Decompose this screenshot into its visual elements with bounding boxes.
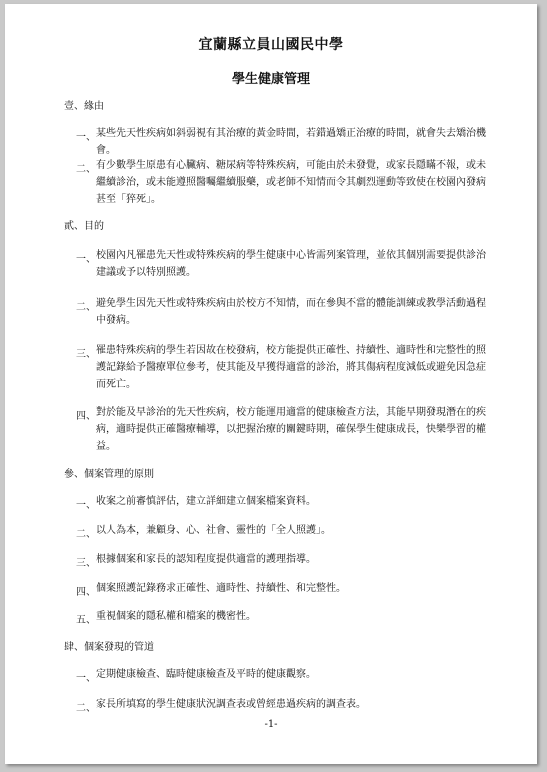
item-text: 某些先天性疾病如斜弱視有其治療的黃金時間，若錯過矯正治療的時間，就會失去矯治機會。 [96, 128, 486, 156]
section-heading-4: 肆、個案發現的管道 [64, 642, 154, 653]
item-text: 重視個案的隱私權和檔案的機密性。 [96, 611, 256, 622]
document-title: 宜蘭縣立員山國民中學 [198, 37, 344, 53]
item-text: 根據個案和家長的認知程度提供適當的護理指導。 [96, 554, 316, 565]
item-text: 定期健康檢查、臨時健康檢查及平時的健康觀察。 [96, 669, 316, 680]
item-number: 二、 [76, 529, 96, 540]
document-subtitle: 學生健康管理 [231, 72, 310, 87]
section-heading-2: 貳、目的 [64, 221, 104, 232]
item-number: 四、 [76, 411, 96, 422]
item-number: 二、 [76, 302, 96, 313]
item-number: 四、 [76, 587, 96, 598]
document-page [5, 4, 537, 764]
item-text: 有少數學生原患有心臟病、糖尿病等特殊疾病，可能由於未發覺，或家長隱瞞不報，或未繼續診治，或未能遵照醫囑繼續服藥，或老師不知情而令其劇烈運動等致使在校園內發病甚至「猝死」。 [96, 160, 486, 205]
item-number: 一、 [76, 673, 96, 684]
item-text: 收案之前審慎評估，建立詳細建立個案檔案資料。 [96, 496, 316, 507]
item-number: 一、 [76, 254, 96, 265]
page-number: -1- [264, 719, 278, 730]
item-number: 一、 [76, 500, 96, 511]
item-text: 以人為本，兼顧身、心、社會、靈性的「全人照護」。 [96, 525, 331, 536]
item-number: 三、 [76, 558, 96, 569]
item-number: 二、 [76, 703, 96, 714]
item-number: 三、 [76, 349, 96, 360]
item-text: 校園內凡罹患先天性或特殊疾病的學生健康中心皆需列案管理，並依其個別需要提供診治建議或予以特別照護。 [96, 250, 486, 278]
item-number: 二、 [76, 164, 96, 175]
item-text: 家長所填寫的學生健康狀況調查表或曾經患過疾病的調查表。 [96, 699, 366, 710]
item-text: 個案照護記錄務求正確性、適時性、持續性、和完整性。 [96, 583, 346, 594]
item-text: 避免學生因先天性或特殊疾病由於校方不知情，而在參與不當的體能訓練或教學活動過程中發病。 [96, 298, 486, 326]
item-text: 罹患特殊疾病的學生若因故在校發病，校方能提供正確性、持續性、適時性和完整性的照護記錄給予醫療單位參考，使其能及早獲得適當的診治，將其傷病程度減低或避免因急症而死亡。 [96, 345, 486, 390]
item-number: 五、 [76, 615, 96, 626]
item-text: 對於能及早診治的先天性疾病，校方能運用適當的健康檢查方法，其能早期發現潛在的疾病，適時提供正確醫療輔導，以把握治療的關鍵時期，確保學生健康成長，快樂學習的權益。 [96, 407, 486, 452]
section-heading-1: 壹、緣由 [64, 101, 104, 112]
section-heading-3: 參、個案管理的原則 [64, 469, 154, 480]
item-number: 一、 [76, 132, 96, 143]
